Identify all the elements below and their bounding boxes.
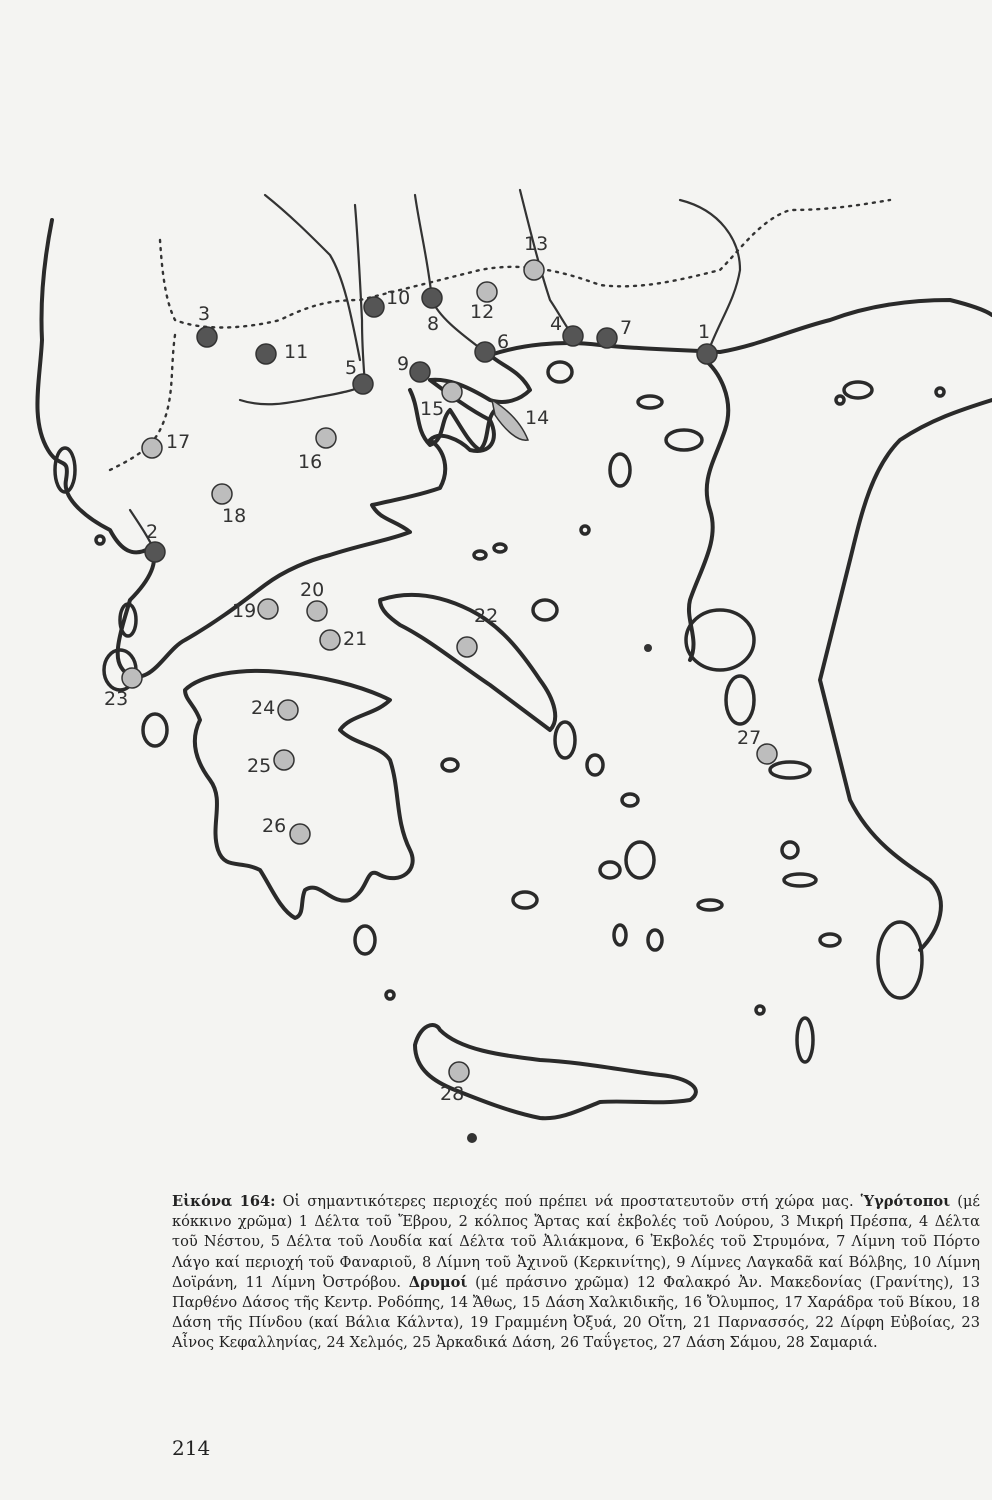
marker-label-24: 24 (251, 697, 276, 719)
zakynthos-island (143, 714, 167, 746)
site-markers (104, 233, 777, 1105)
forest-marker-25 (274, 750, 294, 770)
page-number: 214 (172, 1436, 211, 1460)
wetland-marker-8 (422, 288, 442, 308)
lesvos-island (686, 610, 754, 670)
caption-label: Εἰκόνα 164: (172, 1193, 276, 1210)
caption-intro: Οἱ σημαντικότερες περιοχές πού πρέπει νά προστατευτοῦν στή χώρα μας. (275, 1193, 861, 1210)
peloponnese-coastline (185, 671, 413, 918)
small-island (386, 991, 394, 999)
forest-marker-15 (442, 382, 462, 402)
wetland-marker-6 (475, 342, 495, 362)
rhodes-island (878, 922, 922, 998)
wetland-marker-11 (256, 344, 276, 364)
forest-marker-13 (524, 260, 544, 280)
small-island (96, 536, 104, 544)
forest-marker-21 (320, 630, 340, 650)
euboea-coastline (380, 595, 555, 730)
forest-marker-20 (307, 601, 327, 621)
imbros-island (844, 382, 872, 398)
paros-island (600, 862, 620, 878)
mykonos-island (622, 794, 638, 806)
samos-island (770, 762, 810, 778)
marker-label-23: 23 (104, 688, 129, 710)
wetland-marker-10 (364, 297, 384, 317)
marker-label-7: 7 (620, 317, 633, 339)
marker-label-21: 21 (343, 628, 368, 650)
wetland-marker-2 (145, 542, 165, 562)
marker-label-3: 3 (198, 303, 211, 325)
forest-marker-14 (492, 400, 528, 440)
marker-label-11: 11 (284, 341, 309, 363)
forest-marker-22 (457, 637, 477, 657)
marker-label-14: 14 (525, 407, 550, 429)
small-island (756, 1006, 764, 1014)
santorini-island (648, 930, 662, 950)
asia-minor-coastline (820, 400, 992, 950)
forest-marker-28 (449, 1062, 469, 1082)
forest-marker-19 (258, 599, 278, 619)
agios-efstratios-island (610, 454, 630, 486)
wetland-marker-3 (197, 327, 217, 347)
marker-label-6: 6 (497, 331, 510, 353)
thasos-island (548, 362, 572, 382)
marker-label-4: 4 (550, 313, 563, 335)
marker-label-25: 25 (247, 755, 272, 777)
forest-marker-12 (477, 282, 497, 302)
marker-label-13: 13 (524, 233, 549, 255)
samothrace-island (638, 396, 662, 408)
naxos-island (626, 842, 654, 878)
marker-label-26: 26 (262, 815, 287, 837)
kythira-island (355, 926, 375, 954)
marker-label-20: 20 (300, 579, 325, 601)
wetland-marker-1 (697, 344, 717, 364)
marker-label-8: 8 (427, 313, 440, 335)
ios-island (614, 925, 626, 945)
forest-marker-17 (142, 438, 162, 458)
wetland-marker-4 (563, 326, 583, 346)
marker-label-19: 19 (232, 600, 257, 622)
marker-label-22: 22 (474, 605, 499, 627)
small-island (467, 1133, 477, 1143)
milos-island (513, 892, 537, 908)
small-island (836, 396, 844, 404)
marker-label-5: 5 (345, 357, 358, 379)
caption-wetlands-text: (μέ κόκκινο χρῶμα) 1 Δέλτα τοῦ Ἔβρου, 2 κόλπος Ἄρτας καί ἐκβολές τοῦ Λούρου, 3 Μικρή Πρέσπα, 4 Δέλτα τοῦ Νέστου, 5 Δέλτα τοῦ Λουδία καί Δέλτα τοῦ Ἀλιάκμονα, 6 Ἐκβολές τοῦ Στρυμόνα, 7 Λίμνη τοῦ Πόρτο Λάγο καί περιοχή τοῦ Φαναριοῦ, 8 Λίμνη τοῦ Ἀχινοῦ (Κερκινίτης), 9 Λίμνες Λαγκαδᾶ καί Βόλβης, 10 Λίμνη Δοϊράνη, 11 Λίμνη Ὀστρόβου. (172, 1193, 980, 1291)
forest-marker-24 (278, 700, 298, 720)
small-island (581, 526, 589, 534)
wetland-marker-7 (597, 328, 617, 348)
marker-label-9: 9 (397, 353, 410, 375)
forest-marker-26 (290, 824, 310, 844)
karpathos-island (797, 1018, 813, 1062)
forest-marker-23 (122, 668, 142, 688)
caption-wetlands-heading: Ὑγρότοποι (860, 1193, 951, 1210)
small-island (644, 644, 652, 652)
river-aliakmonas (240, 385, 365, 404)
wetland-marker-9 (410, 362, 430, 382)
caption-forests-text: (μέ πράσινο χρῶμα) 12 Φαλακρό Ἀν. Μακεδονίας (Γρανίτης), 13 Παρθένο Δάσος τῆς Κεντρ. Ροδόπης, 14 Ἄθως, 15 Δάση Χαλκιδικῆς, 16 Ὄλυμπος, 17 Χαράδρα τοῦ Βίκου, 18 Δάση τῆς Πίνδου (καί Βάλια Κάλντα), 19 Γραμμένη Ὀξυά, 20 Οἴτη, 21 Παρνασσός, 22 Δίρφη Εὐβοίας, 23 Αἶνος Κεφαλληνίας, 24 Χελμός, 25 Ἀρκαδικά Δάση, 26 Ταΰγετος, 27 Δάση Σάμου, 28 Σαμαριά. (172, 1273, 980, 1352)
marker-label-10: 10 (386, 287, 411, 309)
forest-marker-18 (212, 484, 232, 504)
forest-marker-16 (316, 428, 336, 448)
kos-island (784, 874, 816, 886)
chios-island (726, 676, 754, 724)
marker-label-18: 18 (222, 505, 247, 527)
thrace-coastline (689, 356, 728, 660)
marker-label-28: 28 (440, 1083, 465, 1105)
northern-border (160, 200, 890, 328)
tilos-island (820, 934, 840, 946)
river-strymonas (415, 195, 485, 352)
marker-label-17: 17 (166, 431, 191, 453)
aegina-island (442, 759, 458, 771)
marker-label-16: 16 (298, 451, 323, 473)
caption-forests-heading: Δρυμοί (408, 1273, 468, 1291)
andros-island (555, 722, 575, 758)
marker-label-2: 2 (146, 521, 159, 543)
marker-label-15: 15 (420, 398, 445, 420)
marker-label-27: 27 (737, 727, 762, 749)
figure-caption (172, 1192, 980, 1354)
marker-label-12: 12 (470, 301, 495, 323)
marker-label-1: 1 (698, 321, 711, 343)
small-island (936, 388, 944, 396)
river-tributary (265, 195, 360, 360)
skopelos-island (494, 544, 506, 552)
kalymnos-island (782, 842, 798, 858)
skiathos-island (474, 551, 486, 559)
tinos-island (587, 755, 603, 775)
limnos-island (666, 430, 702, 450)
amorgos-island (698, 900, 722, 910)
skyros-island (533, 600, 557, 620)
